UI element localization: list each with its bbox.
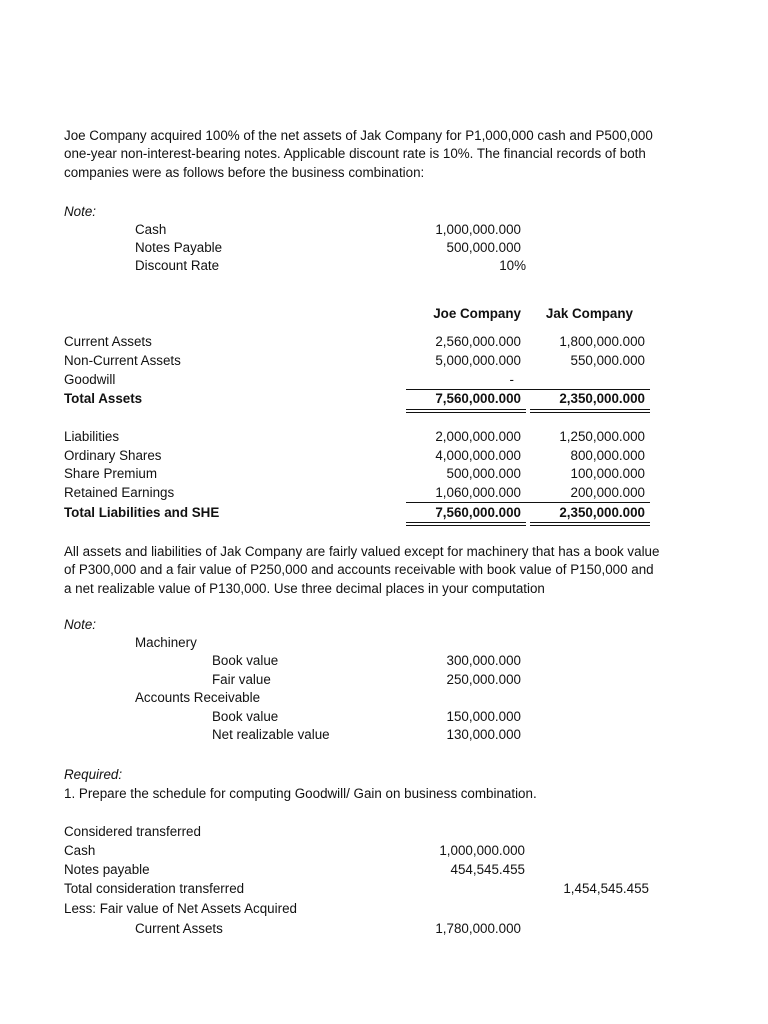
total-liabilities-underline-jak bbox=[530, 522, 650, 526]
schedule-total-label: Total consideration transferred bbox=[64, 881, 245, 896]
liabilities-separator bbox=[406, 502, 650, 503]
considered-transferred-label: Considered transferred bbox=[64, 824, 201, 839]
total-liabilities-jak: 2,350,000.000 bbox=[559, 505, 645, 520]
note2-label: Note: bbox=[64, 617, 97, 632]
ordinary-shares-joe: 4,000,000.000 bbox=[435, 448, 521, 463]
total-assets-jak: 2,350,000.000 bbox=[559, 391, 645, 406]
noncurrent-assets-jak: 550,000.000 bbox=[570, 353, 645, 368]
total-assets-joe: 7,560,000.000 bbox=[435, 391, 521, 406]
intro-paragraph: Joe Company acquired 100% of the net assets of Jak Company for P1,000,000 cash and P500,000 one-year non-interest-bearing notes. Applicable discount rate is 10%. The financial records of both companies were as follows before the business combination: bbox=[64, 128, 653, 180]
ordinary-shares-label: Ordinary Shares bbox=[64, 448, 162, 463]
machinery-fair-value: 250,000.000 bbox=[446, 672, 521, 687]
noncurrent-assets-label: Non-Current Assets bbox=[64, 353, 181, 368]
current-assets-jak: 1,800,000.000 bbox=[559, 334, 645, 349]
schedule-cash-value: 1,000,000.000 bbox=[439, 843, 525, 858]
fair-value-paragraph: All assets and liabilities of Jak Company are fairly valued except for machinery that has a book value of P300,000 and a fair value of P250,000 and accounts receivable with book value of P150,000 and a net realizable value of P130,000. Use three decimal places in your computation bbox=[64, 544, 660, 596]
note1-label: Note: bbox=[64, 204, 97, 219]
accounts-receivable-label: Accounts Receivable bbox=[135, 690, 261, 705]
schedule-less-label: Less: Fair value of Net Assets Acquired bbox=[64, 901, 297, 916]
liabilities-label: Liabilities bbox=[64, 429, 120, 444]
assets-separator bbox=[406, 389, 650, 390]
ar-book-label: Book value bbox=[212, 709, 279, 724]
required-item-1: 1. Prepare the schedule for computing Goodwill/ Gain on business combination. bbox=[64, 786, 537, 801]
liabilities-joe: 2,000,000.000 bbox=[435, 429, 521, 444]
goodwill-joe: - bbox=[509, 372, 514, 387]
ar-nrv-value: 130,000.000 bbox=[446, 727, 521, 742]
schedule-current-assets-label: Current Assets bbox=[135, 921, 223, 936]
share-premium-joe: 500,000.000 bbox=[446, 466, 521, 481]
note1-cash-value: 1,000,000.000 bbox=[435, 222, 521, 237]
current-assets-joe: 2,560,000.000 bbox=[435, 334, 521, 349]
ordinary-shares-jak: 800,000.000 bbox=[570, 448, 645, 463]
ar-book-value: 150,000.000 bbox=[446, 709, 521, 724]
retained-earnings-jak: 200,000.000 bbox=[570, 485, 645, 500]
note1-rate-label: Discount Rate bbox=[135, 258, 220, 273]
share-premium-label: Share Premium bbox=[64, 466, 158, 481]
total-assets-label: Total Assets bbox=[64, 391, 143, 406]
total-liabilities-underline-joe bbox=[406, 522, 526, 526]
schedule-cash-label: Cash bbox=[64, 843, 96, 858]
total-liabilities-label: Total Liabilities and SHE bbox=[64, 505, 220, 520]
machinery-book-value: 300,000.000 bbox=[446, 653, 521, 668]
current-assets-label: Current Assets bbox=[64, 334, 152, 349]
schedule-notes-value: 454,545.455 bbox=[450, 862, 525, 877]
retained-earnings-label: Retained Earnings bbox=[64, 485, 175, 500]
retained-earnings-joe: 1,060,000.000 bbox=[435, 485, 521, 500]
note1-rate-value: 10% bbox=[499, 258, 526, 273]
machinery-fair-label: Fair value bbox=[212, 672, 271, 687]
liabilities-jak: 1,250,000.000 bbox=[559, 429, 645, 444]
machinery-label: Machinery bbox=[135, 635, 197, 650]
share-premium-jak: 100,000.000 bbox=[570, 466, 645, 481]
header-joe-company: Joe Company bbox=[433, 306, 521, 321]
required-label: Required: bbox=[64, 767, 123, 782]
goodwill-label: Goodwill bbox=[64, 372, 116, 387]
schedule-total-value: 1,454,545.455 bbox=[563, 881, 649, 896]
note1-cash-label: Cash bbox=[135, 222, 167, 237]
ar-nrv-label: Net realizable value bbox=[212, 727, 330, 742]
header-jak-company: Jak Company bbox=[545, 306, 633, 321]
noncurrent-assets-joe: 5,000,000.000 bbox=[435, 353, 521, 368]
total-assets-underline-jak bbox=[530, 409, 650, 413]
total-assets-underline-joe bbox=[406, 409, 526, 413]
schedule-current-assets-value: 1,780,000.000 bbox=[435, 921, 521, 936]
machinery-book-label: Book value bbox=[212, 653, 279, 668]
total-liabilities-joe: 7,560,000.000 bbox=[435, 505, 521, 520]
note1-notes-value: 500,000.000 bbox=[446, 240, 521, 255]
schedule-notes-label: Notes payable bbox=[64, 862, 150, 877]
note1-notes-label: Notes Payable bbox=[135, 240, 223, 255]
